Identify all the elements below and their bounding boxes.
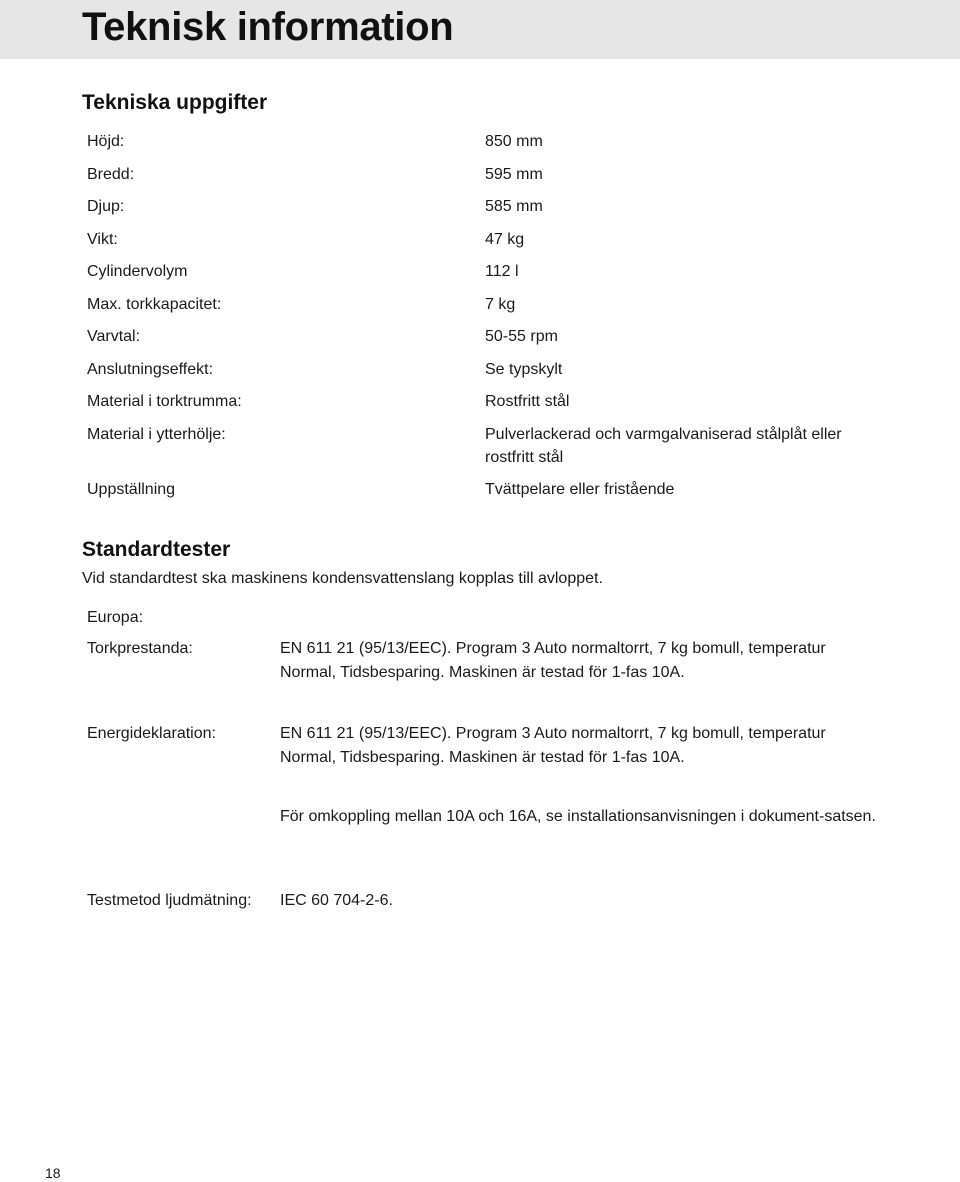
spec-value: 595 mm xyxy=(485,165,543,183)
standards-heading: Standardtester xyxy=(82,538,231,561)
specs-table xyxy=(87,130,907,511)
spec-value: Tvättpelare eller fristående xyxy=(485,481,675,498)
spec-row xyxy=(87,228,907,251)
spec-row xyxy=(87,293,907,316)
standard-value: EN 611 21 (95/13/EEC). Program 3 Auto normaltorrt, 7 kg bomull, temperatur Normal, Tidsbesparing. Maskinen är testad för 1-fas 10A. xyxy=(280,640,826,681)
spec-row xyxy=(87,358,907,381)
spec-row xyxy=(87,260,907,283)
sound-test-row xyxy=(87,890,393,912)
spec-row xyxy=(87,130,907,153)
spec-value: 7 kg xyxy=(485,295,516,313)
region-label: Europa: xyxy=(87,609,144,626)
spec-row xyxy=(87,163,907,186)
spec-label: Varvtal: xyxy=(87,328,141,345)
spec-label: Max. torkkapacitet: xyxy=(87,295,222,313)
title-band xyxy=(0,0,960,59)
spec-value: 585 mm xyxy=(485,198,543,215)
spec-value: Se typskylt xyxy=(485,360,563,378)
page-title: Teknisk information xyxy=(82,5,454,49)
spec-row xyxy=(87,390,907,413)
standard-value: EN 611 21 (95/13/EEC). Program 3 Auto normaltorrt, 7 kg bomull, temperatur Normal, Tidsbesparing. Maskinen är testad för 1-fas 10A. xyxy=(280,725,826,766)
standard-label: Energideklaration: xyxy=(87,725,216,742)
spec-row xyxy=(87,423,907,469)
spec-label: Material i ytterhölje: xyxy=(87,425,226,443)
spec-value: 850 mm xyxy=(485,133,543,150)
spec-row xyxy=(87,325,907,348)
spec-label: Höjd: xyxy=(87,133,125,150)
standard-row-energy xyxy=(87,722,887,769)
spec-label: Cylindervolym xyxy=(87,263,188,280)
page-number: 18 xyxy=(45,1165,61,1181)
spec-label: Vikt: xyxy=(87,230,118,248)
spec-label: Bredd: xyxy=(87,165,135,183)
spec-label: Djup: xyxy=(87,198,125,215)
sound-test-value: IEC 60 704-2-6. xyxy=(280,892,393,909)
spec-row xyxy=(87,478,907,501)
spec-value: Pulverlackerad och varmgalvaniserad stålplåt eller rostfritt stål xyxy=(485,425,842,466)
standard-label: Torkprestanda: xyxy=(87,640,193,657)
standard-row-drying xyxy=(87,637,887,684)
spec-value: Rostfritt stål xyxy=(485,393,570,410)
standards-intro: Vid standardtest ska maskinens kondensvattenslang kopplas till avloppet. xyxy=(82,570,603,587)
switching-note: För omkoppling mellan 10A och 16A, se installationsanvisningen i dokument-satsen. xyxy=(280,808,876,825)
spec-label: Uppställning xyxy=(87,481,176,498)
spec-value: 112 l xyxy=(485,263,519,280)
spec-label: Anslutningseffekt: xyxy=(87,360,214,378)
sound-test-label: Testmetod ljudmätning: xyxy=(87,892,252,909)
spec-row xyxy=(87,195,907,218)
specs-heading: Tekniska uppgifter xyxy=(82,91,268,114)
spec-value: 50-55 rpm xyxy=(485,328,558,345)
spec-label: Material i torktrumma: xyxy=(87,393,242,410)
spec-value: 47 kg xyxy=(485,230,525,248)
